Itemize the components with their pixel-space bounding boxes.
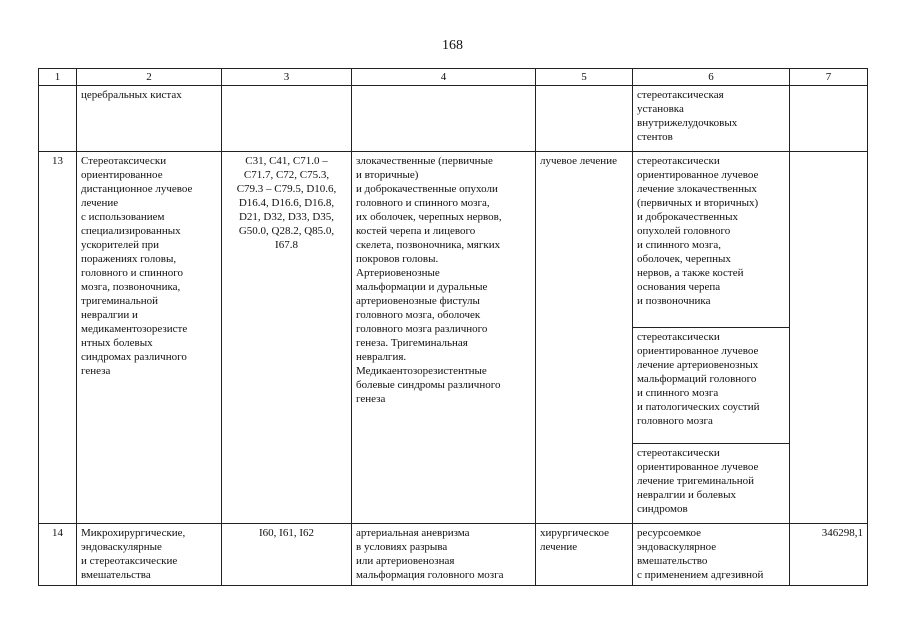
cell-price: 346298,1 xyxy=(790,524,868,586)
table-row-continuation xyxy=(39,86,868,152)
column-header: 5 xyxy=(536,69,633,86)
column-header: 3 xyxy=(222,69,352,86)
cell-method: стереотаксическая установка внутрижелудочковых стентов xyxy=(633,86,790,152)
page-number: 168 xyxy=(442,38,463,53)
column-header: 2 xyxy=(77,69,222,86)
cell-treatment: хирургическое лечение xyxy=(536,524,633,586)
cell-treatment: лучевое лечение xyxy=(536,152,633,524)
table-row-14 xyxy=(39,524,868,586)
cell-name: Стереотаксически ориентированное дистанционное лучевое лечение с использованием специализированных ускорителей при поражениях головы, головного и спинного мозга, позвоночника, тригеминальной невралгии и медикаментозорезисте нтных болевых синдромах различного генеза xyxy=(77,152,222,524)
column-header: 6 xyxy=(633,69,790,86)
cell-codes: C31, C41, C71.0 – C71.7, C72, C75.3, C79.3 – C79.5, D10.6, D16.4, D16.6, D16.8, D21, D32, D33, D35, G50.0, Q28.2, Q85.0, I67.8 xyxy=(222,152,352,524)
column-header: 1 xyxy=(39,69,77,86)
cell-number: 13 xyxy=(39,152,77,524)
cell-model: артериальная аневризма в условиях разрыва или артериовенозная мальформация головного мозга xyxy=(352,524,536,586)
cell-method: ресурсоемкое эндоваскулярное вмешательство с применением адгезивной xyxy=(633,524,790,586)
cell-model: злокачественные (первичные и вторичные) и доброкачественные опухоли головного и спинного мозга, их оболочек, черепных нервов, костей черепа и лицевого скелета, позвоночника, мягких покровов головы. Артериовенозные мальформации и дуральные артериовенозные фистулы головного мозга, оболочек головного мозга различного генеза. Тригеминальная невралгия. Медикаентозорезистентные болевые синдромы различного генеза xyxy=(352,152,536,524)
cell-codes xyxy=(222,86,352,152)
cell-number: 14 xyxy=(39,524,77,586)
cell-price xyxy=(790,152,868,524)
cell-model xyxy=(352,86,536,152)
column-header: 7 xyxy=(790,69,868,86)
cell-method: стереотаксически ориентированное лучевое лечение тригеминальной невралгии и болевых синдромов xyxy=(633,444,790,524)
column-number-row xyxy=(39,69,868,86)
cell-treatment xyxy=(536,86,633,152)
cell-price xyxy=(790,86,868,152)
table-row-13 xyxy=(39,152,868,328)
medical-care-table xyxy=(38,68,868,586)
cell-number xyxy=(39,86,77,152)
cell-name: Микрохирургические, эндоваскулярные и стереотаксические вмешательства xyxy=(77,524,222,586)
column-header: 4 xyxy=(352,69,536,86)
cell-name: церебральных кистах xyxy=(77,86,222,152)
cell-method: стереотаксически ориентированное лучевое лечение злокачественных (первичных и вторичных) и доброкачественных опухолей головного и спинного мозга, оболочек, черепных нервов, а также костей основания черепа и позвоночника xyxy=(633,152,790,328)
cell-codes: I60, I61, I62 xyxy=(222,524,352,586)
cell-method: стереотаксически ориентированное лучевое лечение артериовенозных мальформаций головного и спинного мозга и патологических соустий головного мозга xyxy=(633,328,790,444)
